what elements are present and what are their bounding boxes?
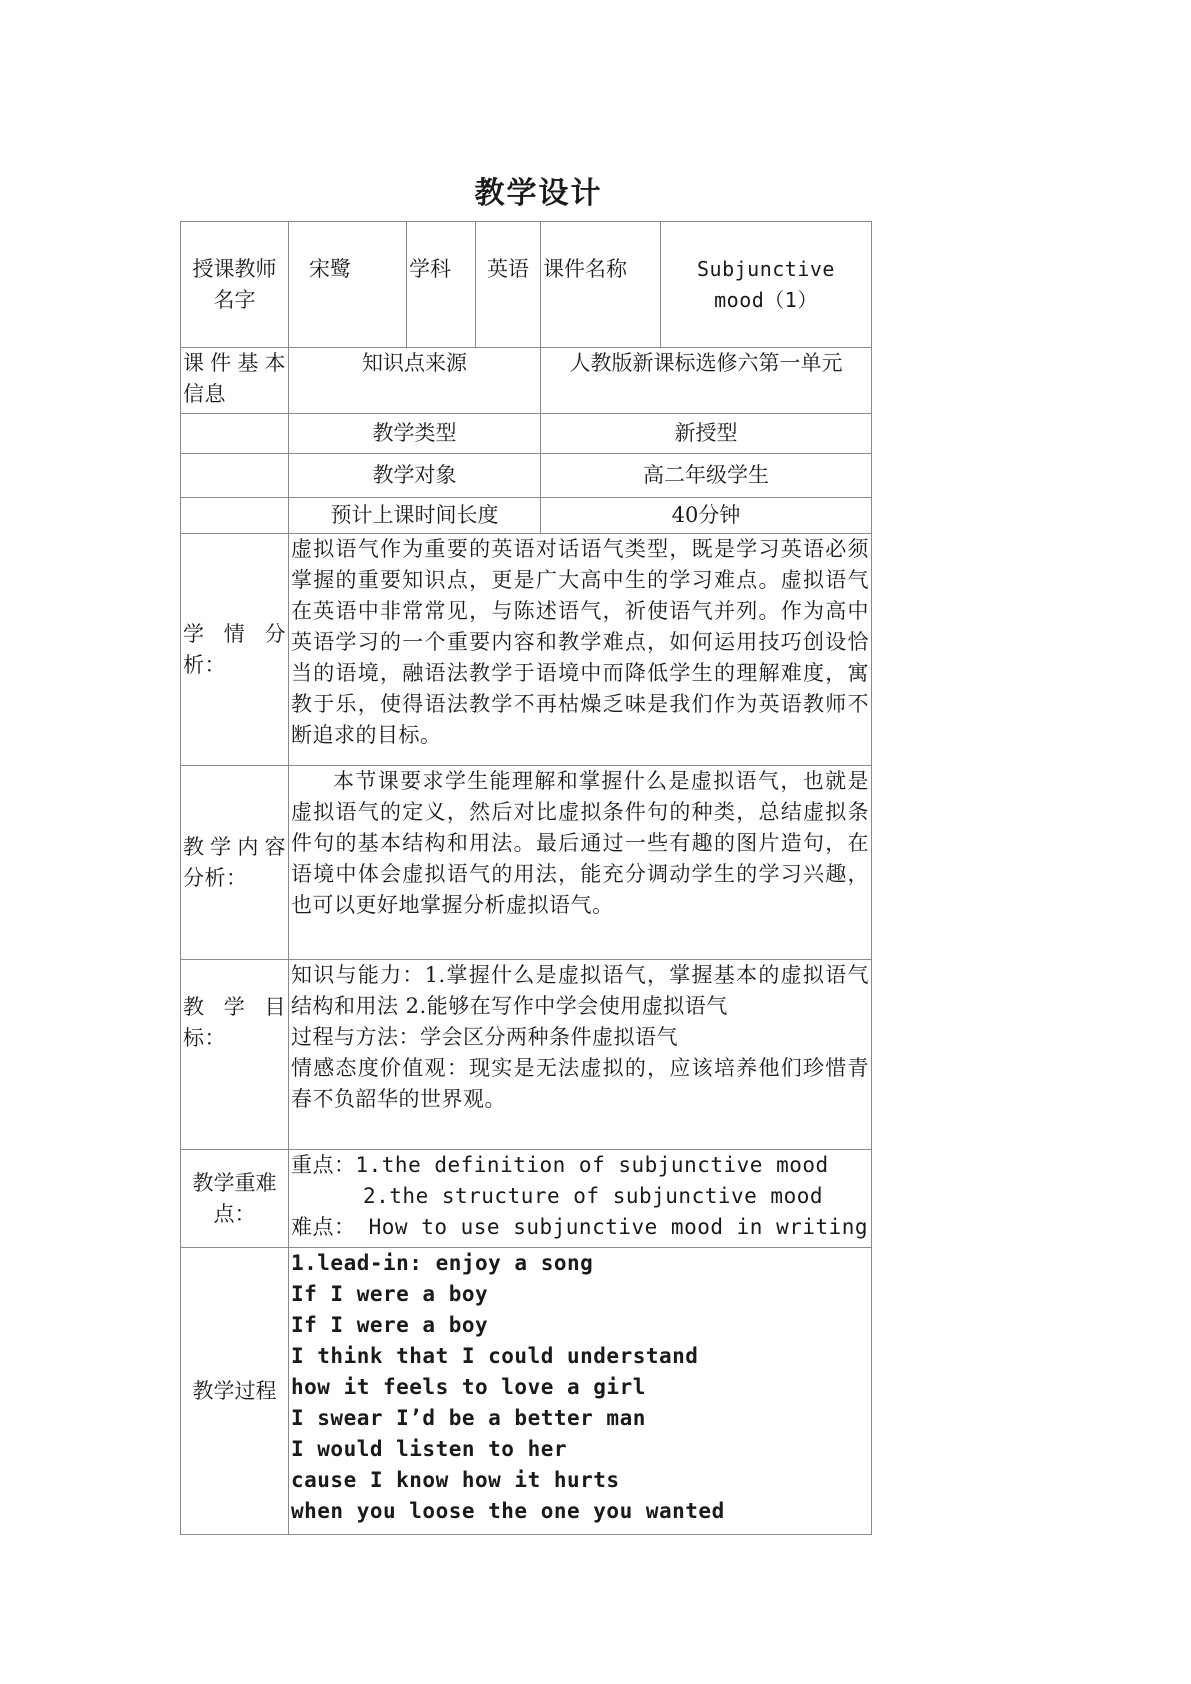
process-text xyxy=(289,1248,872,1535)
basic-info-value: 人教版新课标选修六第一单元 xyxy=(541,348,872,414)
basic-info-key: 预计上课时间长度 xyxy=(289,498,541,534)
process-line: I swear I’d be a better man xyxy=(291,1406,646,1430)
subject-label: 学科 xyxy=(407,222,476,348)
course-value xyxy=(661,222,872,348)
key-points-row xyxy=(181,1150,872,1248)
subject-value: 英语 xyxy=(476,222,541,348)
goals-label: 教 学 目标： xyxy=(181,960,289,1150)
basic-info-row-duration xyxy=(181,498,872,534)
process-line: I would listen to her xyxy=(291,1437,568,1461)
key-points-line2: 2.the structure of subjunctive mood xyxy=(363,1184,824,1208)
basic-info-label: 课件基本信息 xyxy=(181,348,289,414)
goals-text xyxy=(289,960,872,1150)
process-line: If I were a boy xyxy=(291,1313,489,1337)
key-points-label: 教学重难点： xyxy=(181,1150,289,1248)
course-value-line2: mood（1） xyxy=(714,288,818,312)
process-row xyxy=(181,1248,872,1535)
basic-info-row-source xyxy=(181,348,872,414)
page-title: 教学设计 xyxy=(474,176,603,211)
header-row xyxy=(181,222,872,348)
basic-info-key: 教学对象 xyxy=(289,454,541,498)
goals-line2: 过程与方法：学会区分两种条件虚拟语气 xyxy=(291,1025,678,1049)
lesson-plan-table xyxy=(180,221,872,1535)
basic-info-row-audience xyxy=(181,454,872,498)
basic-info-key: 教学类型 xyxy=(289,414,541,454)
process-line: I think that I could understand xyxy=(291,1344,699,1368)
course-value-line1: Subjunctive xyxy=(697,257,835,281)
basic-info-value: 高二年级学生 xyxy=(541,454,872,498)
process-label: 教学过程 xyxy=(181,1248,289,1535)
content-row xyxy=(181,766,872,960)
key-points-line3: 难点： How to use subjunctive mood in writing xyxy=(291,1215,869,1239)
key-points-text xyxy=(289,1150,872,1248)
situation-text: 虚拟语气作为重要的英语对话语气类型，既是学习英语必须掌握的重要知识点，更是广大高中生的学习难点。虚拟语气在英语中非常常见，与陈述语气，祈使语气并列。作为高中英语学习的一个重要内容和教学难点，如何运用技巧创设恰当的语境，融语法教学于语境中而降低学生的理解难度，寓教于乐，使得语法教学不再枯燥乏味是我们作为英语教师不断追求的目标。 xyxy=(289,534,872,766)
basic-info-value: 40分钟 xyxy=(541,498,872,534)
content-text: 本节课要求学生能理解和掌握什么是虚拟语气，也就是虚拟语气的定义，然后对比虚拟条件句的种类，总结虚拟条件句的基本结构和用法。最后通过一些有趣的图片造句，在语境中体会虚拟语气的用法，能充分调动学生的学习兴趣，也可以更好地掌握分析虚拟语气。 xyxy=(289,766,872,960)
teacher-label: 授课教师名字 xyxy=(181,222,289,348)
situation-label: 学 情 分析： xyxy=(181,534,289,766)
goals-row xyxy=(181,960,872,1150)
process-line: how it feels to love a girl xyxy=(291,1375,646,1399)
situation-row xyxy=(181,534,872,766)
key-points-line1: 重点：1.the definition of subjunctive mood xyxy=(291,1153,829,1177)
process-line: 1.lead-in: enjoy a song xyxy=(291,1251,594,1275)
goals-line3: 情感态度价值观：现实是无法虚拟的，应该培养他们珍惜青春不负韶华的世界观。 xyxy=(291,1056,869,1111)
teacher-value: 宋鹭 xyxy=(289,222,407,348)
basic-info-key: 知识点来源 xyxy=(289,348,541,414)
basic-info-row-type xyxy=(181,414,872,454)
process-line: If I were a boy xyxy=(291,1282,489,1306)
content-label: 教学内容分析： xyxy=(181,766,289,960)
basic-info-value: 新授型 xyxy=(541,414,872,454)
course-label: 课件名称 xyxy=(541,222,661,348)
goals-line1: 知识与能力：1.掌握什么是虚拟语气，掌握基本的虚拟语气结构和用法 2.能够在写作中学会使用虚拟语气 xyxy=(291,963,869,1018)
process-line: when you loose the one you wanted xyxy=(291,1499,725,1523)
process-line: cause I know how it hurts xyxy=(291,1468,620,1492)
